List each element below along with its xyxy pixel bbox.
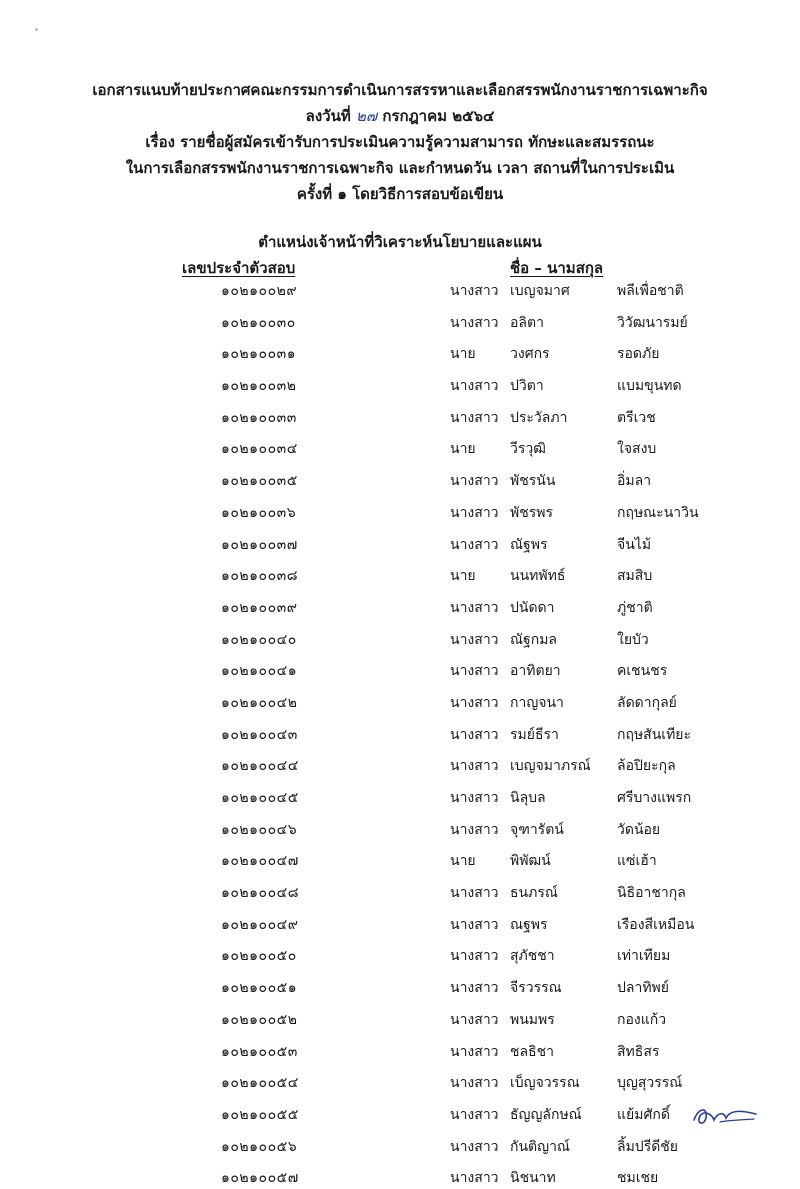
candidate-first-name: เบญจมาภรณ์ xyxy=(510,758,591,775)
list-item xyxy=(0,492,800,524)
list-item xyxy=(0,1094,800,1126)
candidate-title: นางสาว xyxy=(450,916,499,933)
candidate-title: นางสาว xyxy=(450,1075,499,1092)
list-item xyxy=(0,904,800,936)
candidate-first-name: ประวัลภา xyxy=(510,409,568,426)
list-item xyxy=(0,302,800,334)
candidate-first-name: เบญจมาศ xyxy=(510,283,570,299)
candidate-title: นางสาว xyxy=(450,758,499,775)
candidate-last-name: แซ่เฮ้า xyxy=(617,853,657,870)
column-header-name: ชื่อ – นามสกุล xyxy=(510,259,604,277)
candidate-first-name: พนมพร xyxy=(510,1011,555,1028)
header-line-3: เรื่อง รายชื่อผู้สมัครเข้ารับการประเมินความรู้ความสามารถ ทักษะและสมรรถนะ xyxy=(145,133,655,151)
position-title: ตำแหน่งเจ้าหน้าที่วิเคราะห์นโยบายและแผน xyxy=(258,233,542,251)
candidate-last-name: วัดน้อย xyxy=(617,821,661,838)
candidate-id: ๑๐๒๑๐๐๓๙ xyxy=(221,599,298,616)
header-line-2 xyxy=(0,104,800,128)
candidate-id: ๑๐๒๑๐๐๕๓ xyxy=(221,1043,298,1060)
candidate-last-name: จีนไม้ xyxy=(617,536,652,553)
candidate-first-name: รมย์ธีรา xyxy=(510,726,559,743)
column-header-id: เลขประจำตัวสอบ xyxy=(182,259,296,277)
candidate-first-name: นิชนาท xyxy=(510,1170,556,1187)
candidate-last-name: ภู่ชาติ xyxy=(617,599,653,616)
candidate-id: ๑๐๒๑๐๐๔๘ xyxy=(221,885,300,902)
candidate-title: นางสาว xyxy=(450,885,499,902)
candidate-id: ๑๐๒๑๐๐๕๖ xyxy=(221,1138,298,1155)
candidate-title: นางสาว xyxy=(450,948,499,965)
candidate-last-name: ปลาทิพย์ xyxy=(617,980,669,997)
list-item xyxy=(0,682,800,714)
list-item xyxy=(0,777,800,809)
candidate-id: ๑๐๒๑๐๐๔๔ xyxy=(221,758,299,775)
candidate-first-name: ธัญญลักษณ์ xyxy=(510,1106,582,1123)
candidate-last-name: ชมเชย xyxy=(617,1170,659,1187)
candidate-id: ๑๐๒๑๐๐๓๔ xyxy=(221,441,298,458)
candidate-first-name: อาทิตยา xyxy=(510,663,561,680)
candidate-title: นางสาว xyxy=(450,504,499,521)
candidate-last-name: แบมขุนทด xyxy=(617,378,682,395)
candidate-title: นาย xyxy=(450,568,476,585)
date-prefix: ลงวันที่ xyxy=(305,107,351,125)
list-item xyxy=(0,999,800,1031)
list-item xyxy=(0,333,800,365)
candidate-first-name: สุภัชชา xyxy=(510,948,555,965)
candidate-id: ๑๐๒๑๐๐๔๓ xyxy=(221,726,298,743)
candidate-id: ๑๐๒๑๐๐๕๐ xyxy=(221,948,297,965)
list-item xyxy=(0,745,800,777)
candidate-first-name: นิลุบล xyxy=(510,790,546,806)
candidate-id: ๑๐๒๑๐๐๓๓ xyxy=(221,409,297,426)
list-item xyxy=(0,555,800,587)
candidate-last-name: แย้มศักดิ์ xyxy=(617,1106,670,1123)
candidate-title: นางสาว xyxy=(450,1138,499,1155)
header-line-4: ในการเลือกสรรพนักงานราชการเฉพาะกิจ และกำหนดวัน เวลา สถานที่ในการประเมิน xyxy=(125,159,675,177)
candidate-last-name: ล้อปิยะกุล xyxy=(617,758,676,775)
candidate-list xyxy=(0,270,800,1189)
list-item xyxy=(0,460,800,492)
header-line-1: เอกสารแนบท้ายประกาศคณะกรรมการดำเนินการสรรหาและเลือกสรรพนักงานราชการเฉพาะกิจ xyxy=(92,81,708,99)
candidate-id: ๑๐๒๑๐๐๓๗ xyxy=(221,536,298,553)
candidate-first-name: อลิตา xyxy=(510,314,544,331)
candidate-title: นางสาว xyxy=(450,663,499,680)
candidate-id: ๑๐๒๑๐๐๔๑ xyxy=(221,663,298,680)
candidate-title: นางสาว xyxy=(450,283,499,299)
candidate-first-name: ธนภรณ์ xyxy=(510,885,558,902)
candidate-id: ๑๐๒๑๐๐๓๐ xyxy=(221,314,296,331)
candidate-id: ๑๐๒๑๐๐๔๒ xyxy=(221,694,298,711)
candidate-last-name: ลัดดากุลย์ xyxy=(617,694,677,711)
list-item xyxy=(0,650,800,682)
candidate-id: ๑๐๒๑๐๐๔๙ xyxy=(221,916,299,933)
candidate-id: ๑๐๒๑๐๐๕๕ xyxy=(221,1106,299,1123)
candidate-first-name: จีรวรรณ xyxy=(510,980,562,997)
list-item xyxy=(0,1157,800,1189)
list-item xyxy=(0,967,800,999)
candidate-first-name: ณฐพร xyxy=(510,916,548,933)
candidate-title: นางสาว xyxy=(450,1106,499,1123)
candidate-last-name: นิธิอาชากุล xyxy=(617,885,686,902)
scan-speck xyxy=(35,28,38,31)
candidate-id: ๑๐๒๑๐๐๔๖ xyxy=(221,821,298,838)
candidate-first-name: พัชรพร xyxy=(510,504,553,521)
list-item xyxy=(0,935,800,967)
signature-mark xyxy=(690,1100,760,1130)
list-item xyxy=(0,365,800,397)
candidate-first-name: ณัฐกมล xyxy=(510,631,557,648)
candidate-last-name: สมสิบ xyxy=(617,568,653,585)
list-item xyxy=(0,840,800,872)
candidate-id: ๑๐๒๑๐๐๕๑ xyxy=(221,980,298,997)
list-item xyxy=(0,1062,800,1094)
header-line-5: ครั้งที่ ๑ โดยวิธีการสอบข้อเขียน xyxy=(296,185,504,203)
candidate-first-name: ชลธิชา xyxy=(510,1043,554,1060)
candidate-last-name: เท่าเทียม xyxy=(617,948,671,965)
candidate-last-name: ใยบัว xyxy=(617,631,649,648)
candidate-title: นางสาว xyxy=(450,980,499,997)
candidate-id: ๑๐๒๑๐๐๔๐ xyxy=(221,631,297,648)
candidate-title: นางสาว xyxy=(450,599,499,616)
candidate-title: นางสาว xyxy=(450,726,499,743)
candidate-last-name: สิทธิสร xyxy=(617,1043,660,1060)
candidate-title: นางสาว xyxy=(450,1043,499,1060)
candidate-first-name: พิพัฒน์ xyxy=(510,853,551,870)
candidate-last-name: ศรีบางแพรก xyxy=(617,790,692,806)
candidate-first-name: พัชรนัน xyxy=(510,473,556,490)
candidate-last-name: กองแก้ว xyxy=(617,1011,667,1028)
candidate-title: นางสาว xyxy=(450,1011,499,1028)
candidate-id: ๑๐๒๑๐๐๔๕ xyxy=(221,790,299,806)
candidate-title: นางสาว xyxy=(450,314,499,331)
list-item xyxy=(0,619,800,651)
candidate-title: นางสาว xyxy=(450,631,499,648)
candidate-title: นางสาว xyxy=(450,473,499,490)
candidate-first-name: กันติญาณ์ xyxy=(510,1138,570,1155)
handwritten-day: ๒๗ xyxy=(355,107,378,125)
candidate-title: นาย xyxy=(450,346,476,363)
candidate-id: ๑๐๒๑๐๐๓๕ xyxy=(221,473,298,490)
list-item xyxy=(0,587,800,619)
candidate-last-name: กฤษสันเทียะ xyxy=(617,726,692,743)
candidate-id: ๑๐๒๑๐๐๔๗ xyxy=(221,853,299,870)
candidate-id: ๑๐๒๑๐๐๓๘ xyxy=(221,568,299,585)
candidate-first-name: ปวิตา xyxy=(510,378,544,395)
list-item xyxy=(0,714,800,746)
list-item xyxy=(0,524,800,556)
candidate-last-name: บุญสุวรรณ์ xyxy=(617,1075,683,1092)
list-item xyxy=(0,428,800,460)
list-item xyxy=(0,809,800,841)
candidate-last-name: เรืองสีเหมือน xyxy=(617,916,695,933)
candidate-id: ๑๐๒๑๐๐๓๖ xyxy=(221,504,297,521)
candidate-id: ๑๐๒๑๐๐๓๒ xyxy=(221,378,297,395)
list-item xyxy=(0,1031,800,1063)
candidate-title: นางสาว xyxy=(450,378,499,395)
candidate-last-name: ใจสงบ xyxy=(617,441,657,458)
candidate-title: นางสาว xyxy=(450,536,499,553)
candidate-last-name: ลิ้มปรีดีชัย xyxy=(617,1138,679,1155)
list-item xyxy=(0,270,800,302)
list-item xyxy=(0,872,800,904)
candidate-id: ๑๐๒๑๐๐๓๑ xyxy=(221,346,297,363)
candidate-title: นางสาว xyxy=(450,821,499,838)
candidate-first-name: นนทพัทธ์ xyxy=(510,568,566,585)
candidate-first-name: ปนัดดา xyxy=(510,599,555,616)
candidate-title: นางสาว xyxy=(450,790,499,806)
candidate-last-name: รอดภัย xyxy=(617,346,660,363)
candidate-first-name: วงศกร xyxy=(510,346,550,363)
candidate-id: ๑๐๒๑๐๐๕๔ xyxy=(221,1075,299,1092)
candidate-title: นางสาว xyxy=(450,1170,499,1187)
candidate-title: นางสาว xyxy=(450,694,499,711)
candidate-title: นาย xyxy=(450,853,476,870)
candidate-id: ๑๐๒๑๐๐๕๗ xyxy=(221,1170,299,1187)
list-item xyxy=(0,397,800,429)
candidate-title: นางสาว xyxy=(450,409,499,426)
list-item xyxy=(0,1126,800,1158)
candidate-last-name: อิ่มลา xyxy=(617,473,652,490)
candidate-id: ๑๐๒๑๐๐๒๙ xyxy=(221,283,298,299)
candidate-first-name: เบ็ญจวรรณ xyxy=(510,1075,580,1092)
candidate-last-name: คเชนชร xyxy=(617,663,668,680)
candidate-title: นาย xyxy=(450,441,476,458)
candidate-first-name: วีรวุฒิ xyxy=(510,441,546,458)
candidate-last-name: กฤษณะนาวิน xyxy=(617,504,699,521)
candidate-last-name: ตรีเวช xyxy=(617,409,656,426)
candidate-id: ๑๐๒๑๐๐๕๒ xyxy=(221,1011,298,1028)
date-suffix: กรกฎาคม ๒๕๖๔ xyxy=(382,107,495,125)
candidate-first-name: จุฑารัตน์ xyxy=(510,821,564,838)
candidate-last-name: วิวัฒนารมย์ xyxy=(617,314,688,331)
candidate-last-name: พลีเพื่อชาติ xyxy=(617,283,684,299)
candidate-first-name: ณัฐพร xyxy=(510,536,548,553)
candidate-first-name: กาญจนา xyxy=(510,694,564,711)
